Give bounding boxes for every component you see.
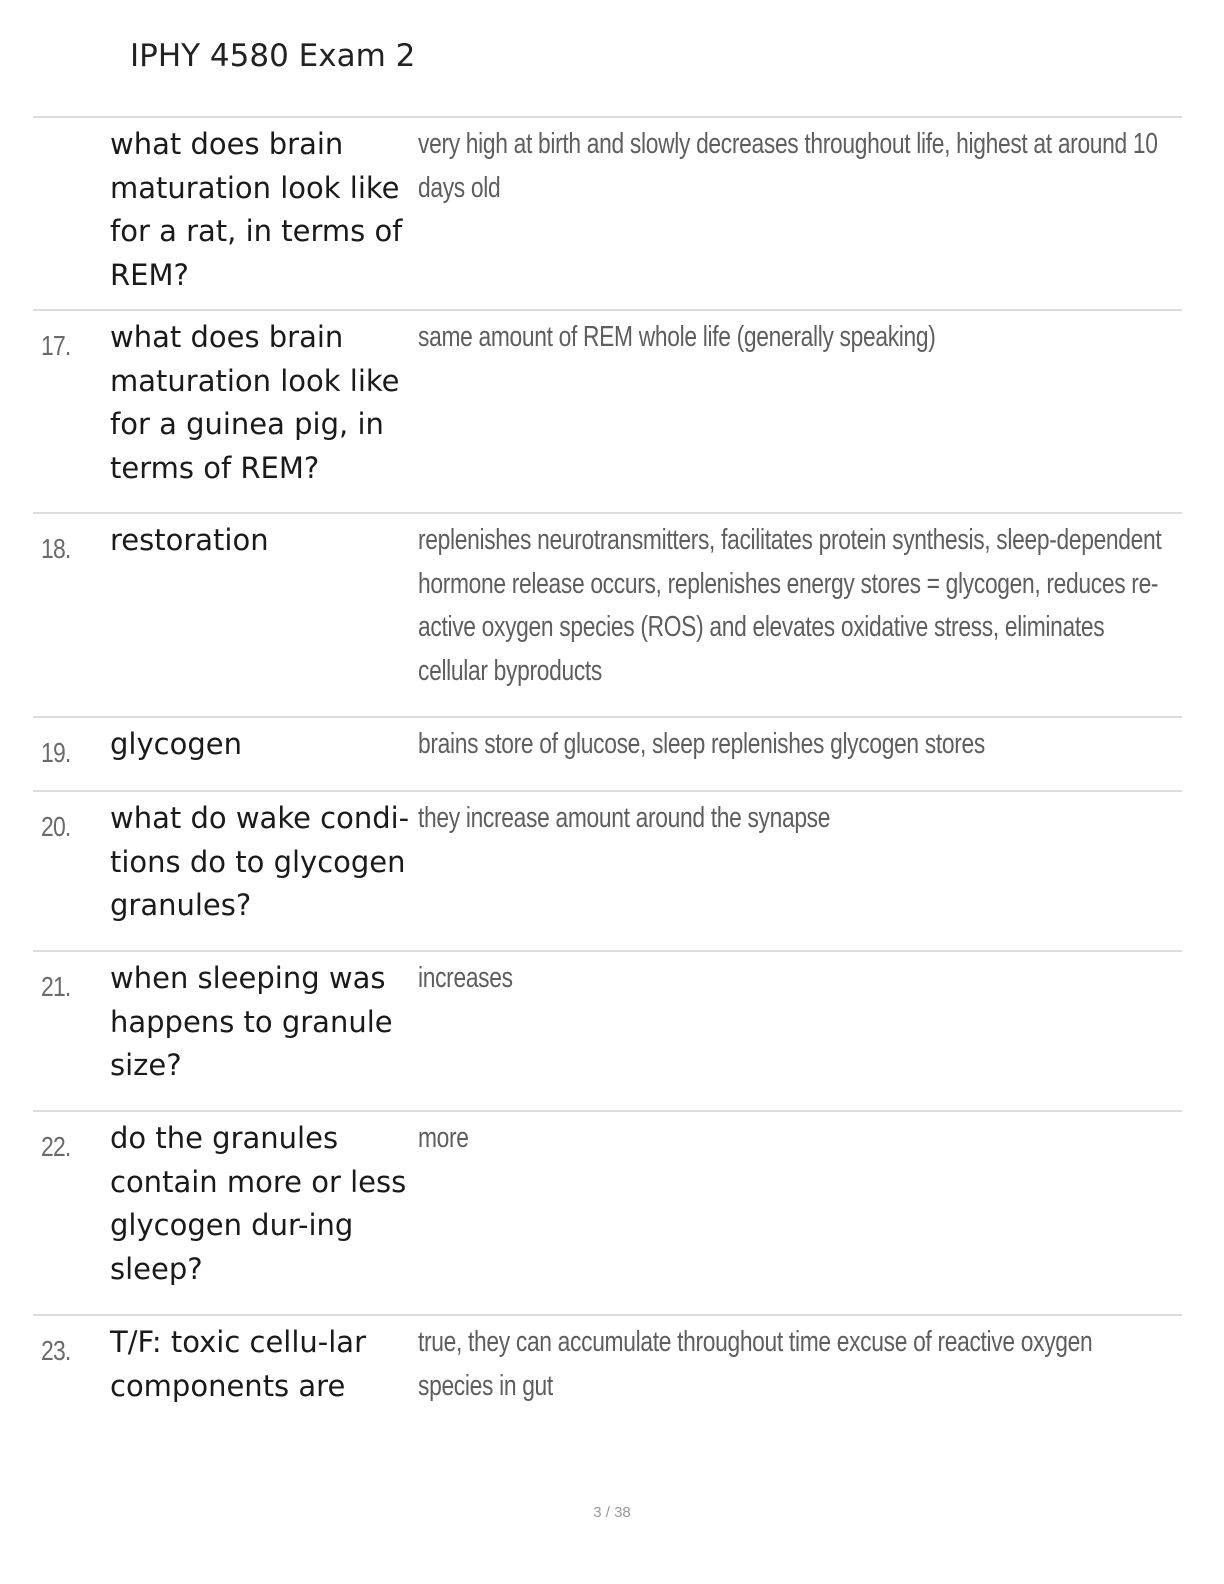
card-number: 22.: [41, 1131, 71, 1162]
card-definition: brains store of glucose, sleep replenishes glycogen stores: [418, 728, 985, 760]
card-term: what does brain maturation look like for a rat, in terms of REM?: [110, 127, 403, 292]
card-definition: same amount of REM whole life (generally speaking): [418, 321, 936, 353]
flashcard-row: [33, 1110, 1182, 1314]
card-term: glycogen: [110, 727, 242, 761]
card-number: 23.: [41, 1335, 71, 1366]
page-indicator: 3 / 38: [593, 1504, 631, 1521]
card-definition: they increase amount around the synapse: [418, 802, 831, 834]
flashcard-row: [33, 950, 1182, 1110]
flashcard-row: [33, 309, 1182, 512]
card-term: what does brain maturation look like for a guinea pig, in terms of REM?: [110, 320, 400, 485]
card-definition: more: [418, 1122, 469, 1154]
flashcard-row: [33, 716, 1182, 790]
card-term: do the granules contain more or less glycogen dur-ing sleep?: [110, 1121, 407, 1286]
card-term: restoration: [110, 523, 269, 557]
card-number: 21.: [41, 971, 71, 1002]
card-definition: replenishes neurotransmitters, facilitates protein synthesis, sleep-dependent hormone release occurs, replenishes energy stores = glycogen, reduces re-active oxygen species (ROS) and elevates oxidative stress, eliminates cellular byproducts: [418, 524, 1162, 687]
card-term: T/F: toxic cellu-lar components are: [110, 1325, 367, 1403]
card-number: 19.: [41, 737, 71, 768]
card-term: when sleeping was happens to granule size?: [110, 961, 393, 1082]
document-title: IPHY 4580 Exam 2: [130, 38, 416, 74]
card-definition: increases: [418, 962, 513, 994]
flashcard-row: [33, 1314, 1182, 1424]
card-number: 18.: [41, 533, 71, 564]
flashcard-row: [33, 512, 1182, 716]
flashcard-list: [33, 116, 1182, 1424]
card-number: 17.: [41, 330, 71, 361]
card-term: what do wake condi-tions do to glycogen granules?: [110, 801, 410, 922]
card-definition: very high at birth and slowly decreases throughout life, highest at around 10 days old: [418, 128, 1158, 204]
card-definition: true, they can accumulate throughout time excuse of reactive oxygen species in gut: [418, 1326, 1093, 1402]
flashcard-row: [33, 116, 1182, 309]
flashcard-row: [33, 790, 1182, 950]
card-number: 20.: [41, 811, 71, 842]
